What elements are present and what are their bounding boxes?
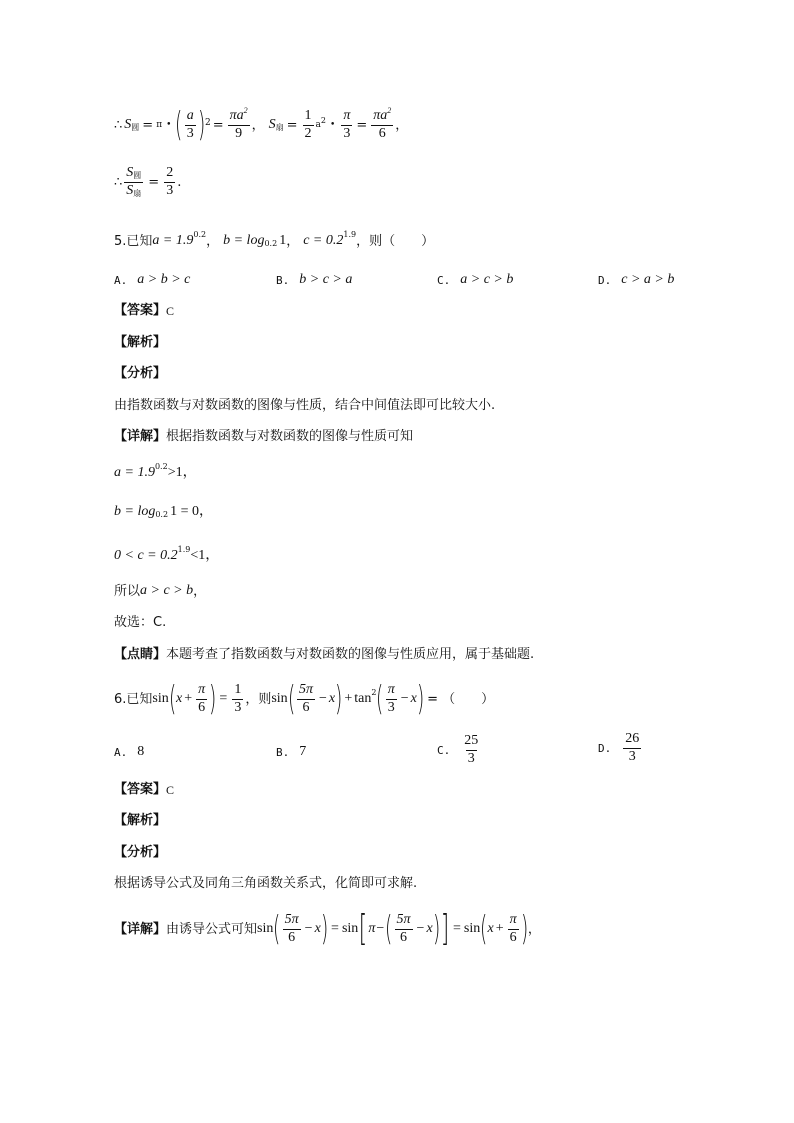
q6-answer: 【答案】 C xyxy=(114,782,175,797)
fraction-1-over-2: $\frac{1}{2}$ xyxy=(304,107,312,141)
q6-option-d[interactable]: D. $\frac{26}{3}$ xyxy=(598,731,640,764)
comma: ， xyxy=(395,117,409,133)
var-s: S xyxy=(268,117,276,132)
q6-jiexi: 【解析】 xyxy=(114,813,167,828)
equals-sign: = xyxy=(356,117,368,133)
area-circle-formula xyxy=(114,105,409,145)
q5-comment: 【点睛】 本题考查了指数函数与对数函数的图像与性质应用，属于基础题. xyxy=(114,647,535,662)
period: . xyxy=(177,174,182,190)
q5-choose: 故选：C. xyxy=(114,615,167,630)
left-paren: ( xyxy=(175,105,183,145)
question-5-stem: 5.已知 a = 1.9 0.2 ， b = log 0.2 1 ， c = 0.2 1.9 ，则（ ） xyxy=(114,230,435,249)
fraction-pi-over-3: $\frac{\pi}{3}$ xyxy=(387,681,395,715)
therefore-symbol: ∴ xyxy=(114,117,123,133)
q5-analysis: 由指数函数与对数函数的图像与性质，结合中间值法即可比较大小. xyxy=(114,398,496,413)
q6-fenxi: 【分析】 xyxy=(114,845,167,860)
q5-step-b: b = log 0.2 1 = 0， xyxy=(114,504,213,519)
comma: ， xyxy=(251,117,265,133)
sub-circle: 圆 xyxy=(131,123,140,132)
q5-jiexi: 【解析】 xyxy=(114,335,167,350)
var-s: S xyxy=(124,117,132,132)
q5-answer: 【答案】 C xyxy=(114,303,175,318)
q6-analysis: 根据诱导公式及同角三角函数关系式，化简即可求解. xyxy=(114,876,418,891)
pi-symbol: π xyxy=(156,119,163,130)
fraction-1-over-3: $\frac{1}{3}$ xyxy=(234,681,242,715)
q5-fenxi: 【分析】 xyxy=(114,366,167,381)
fraction-pia2-over-6: $\frac{\pi a^2}{6}$ xyxy=(373,105,392,141)
q6-option-a[interactable]: A. 8 xyxy=(114,744,145,759)
equals-sign: = xyxy=(286,117,298,133)
fraction-5pi-over-6: $\frac{5\pi}{6}$ xyxy=(298,681,313,715)
q5-option-d[interactable]: D. c > a > b xyxy=(598,272,675,287)
a-squared: a2 xyxy=(315,115,326,130)
dot-operator: • xyxy=(166,119,172,130)
sub-sector: 扇 xyxy=(275,123,284,132)
area-ratio xyxy=(114,166,181,198)
q5-step-c: 0 < c = 0.2 1.9 <1， xyxy=(114,545,220,563)
question-6-stem: 6.已知 sin ( x + $\frac{\pi}{6}$ ) = $\frac{1}{3}$ ，则 sin ( $\frac{5\pi}{6}$ − x ) + tan 2 ( $\frac{\pi}{3}$ − x ) = （ ） xyxy=(114,679,495,719)
therefore-symbol: ∴ xyxy=(114,174,123,190)
fraction-pia2-over-9: $\frac{\pi a^2}{9}$ xyxy=(229,105,248,141)
dot-operator: • xyxy=(330,119,336,130)
q5-conclusion: 所以 a > c > b ， xyxy=(114,583,207,599)
q5-step-a: a = 1.9 0.2 >1， xyxy=(114,462,197,480)
fraction-pi-over-3: $\frac{\pi}{3}$ xyxy=(343,107,351,141)
q5-option-c[interactable]: C. a > c > b xyxy=(437,272,514,287)
q6-option-b[interactable]: B. 7 xyxy=(276,744,307,759)
right-paren: ) xyxy=(197,105,205,145)
fraction-s-ratio: $\frac{\text{S圆}}{\text{S扇}}$ xyxy=(126,165,142,198)
fraction-2-over-3: $\frac{2}{3}$ xyxy=(166,165,174,198)
equals-sign: = xyxy=(212,117,224,133)
q5-option-a[interactable]: A. a > b > c xyxy=(114,272,191,287)
q5-option-b[interactable]: B. b > c > a xyxy=(276,272,353,287)
fraction-pi-over-6: $\frac{\pi}{6}$ xyxy=(198,681,206,715)
q5-detail: 【详解】 根据指数函数与对数函数的图像与性质可知 xyxy=(114,429,414,444)
q6-detail: 【详解】 由诱导公式可知 sin ( $\frac{5\pi}{6}$ − x ) = sin [ π − ( $\frac{5\pi}{6}$ − x ) ] = sin ( x + $\frac{\pi}{6}$ ) ， xyxy=(114,908,541,949)
exponent: 2 xyxy=(204,117,211,128)
equals-sign: = xyxy=(142,117,154,133)
q6-option-c[interactable]: C. $\frac{25}{3}$ xyxy=(437,733,479,766)
equals-sign: = xyxy=(148,174,160,190)
fraction-a-over-3: $\frac{a}{3}$ xyxy=(186,107,194,141)
